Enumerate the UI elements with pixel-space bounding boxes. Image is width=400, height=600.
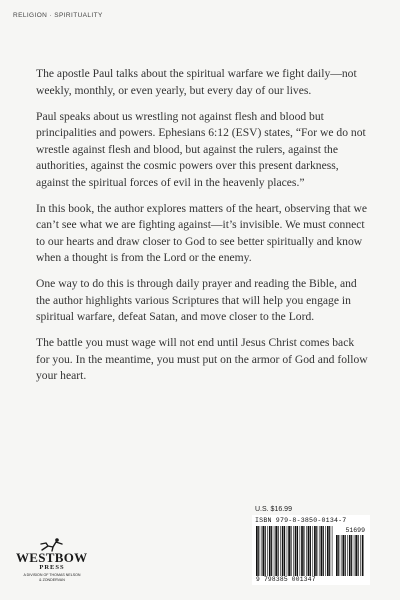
barcode-bar [351, 535, 352, 576]
barcode-bar [341, 535, 342, 576]
publisher-division [10, 573, 94, 582]
barcode-bar [280, 526, 281, 576]
barcode-bar [290, 526, 291, 576]
blurb-paragraph: The battle you must wage will not end until Jesus Christ comes back for you. In the meantime, you must put on the armor of God and follow your heart. [36, 336, 368, 382]
ean-digits: 9 798385 001347 [256, 576, 316, 583]
barcode-bar [355, 535, 357, 576]
barcode-bar [362, 535, 364, 576]
barcode-bar [327, 526, 329, 576]
barcode-bar [347, 535, 348, 576]
barcode-bar [297, 526, 298, 576]
barcode-bar [329, 526, 330, 576]
barcode-bar [349, 535, 351, 576]
barcode-bar [345, 535, 346, 576]
barcode-bar [310, 526, 311, 576]
addon-barcode [336, 535, 364, 576]
blurb-paragraph: The apostle Paul talks about the spiritual warfare we fight daily—not weekly, monthly, or even yearly, but every day of our lives. [36, 67, 357, 97]
barcode-bar [319, 526, 320, 576]
barcode-bar [293, 526, 294, 576]
barcode-bar [316, 526, 317, 576]
publisher-name: WESTBOW [16, 550, 88, 565]
blurb-paragraph: One way to do this is through daily prayer and reading the Bible, and the author highlights various Scriptures that will help you engage in spiritual warfare, defeat Satan, and move closer to the Lord. [36, 277, 357, 323]
back-cover-blurb [36, 66, 369, 394]
barcode-bar [332, 526, 333, 576]
barcode-bar [325, 526, 326, 576]
barcode-box [252, 515, 370, 585]
barcode-bar [261, 526, 262, 576]
blurb-paragraph: In this book, the author explores matters of the heart, observing that we can’t see what we are fighting against—it’s invisible. We must connect to our hearts and draw closer to God to see better spiritually and know when a thought is from the Lord or the enemy. [36, 201, 367, 264]
barcode-bar [271, 526, 272, 576]
barcode-bar [295, 526, 297, 576]
barcode-bar [258, 526, 259, 576]
barcode-bar [300, 526, 301, 576]
barcode-bar [256, 526, 258, 576]
barcode-bar [308, 526, 310, 576]
barcode-bar [314, 526, 316, 576]
blurb-paragraph: Paul speaks about us wrestling not against flesh and blood but principalities and powers. Ephesians 6:12 (ESV) states, “For we do not wrestle against flesh and blood, but against the rulers, against the authorities, against the cosmic powers over this present darkness, against the spiritual forces of evil in the heavenly places.” [36, 109, 366, 189]
barcode-bar [312, 526, 313, 576]
publisher-logo [10, 538, 100, 592]
barcode-bar [278, 526, 279, 576]
price-addon-number: 51699 [345, 527, 365, 534]
barcode-bar [301, 526, 303, 576]
publisher-press: PRESS [39, 564, 65, 571]
price-label: U.S. $16.99 [255, 506, 292, 513]
barcode-bar [287, 526, 288, 576]
barcode-bar [274, 526, 275, 576]
publisher-division-line: & ZONDERVAN [39, 577, 65, 582]
barcode-bar [323, 526, 324, 576]
barcode-bar [336, 535, 338, 576]
publisher-division-line: A DIVISION OF THOMAS NELSON [23, 573, 81, 577]
barcode-bar [354, 535, 355, 576]
barcode-bar [269, 526, 271, 576]
barcode-bar [265, 526, 266, 576]
barcode-bar [360, 535, 361, 576]
barcode-bar [267, 526, 268, 576]
ean-barcode [256, 526, 334, 576]
barcode-bar [275, 526, 277, 576]
barcode-bar [262, 526, 264, 576]
barcode-bar [338, 535, 339, 576]
barcode-bar [282, 526, 284, 576]
barcode-bar [284, 526, 285, 576]
category-label: RELIGION · SPIRITUALITY [13, 12, 103, 19]
barcode-bar [288, 526, 290, 576]
barcode-bar [303, 526, 304, 576]
barcode-bar [342, 535, 344, 576]
barcode-bar [321, 526, 323, 576]
barcode-bar [358, 535, 359, 576]
barcode-bar [306, 526, 307, 576]
isbn-text: ISBN 979-8-3850-0134-7 [255, 517, 347, 524]
